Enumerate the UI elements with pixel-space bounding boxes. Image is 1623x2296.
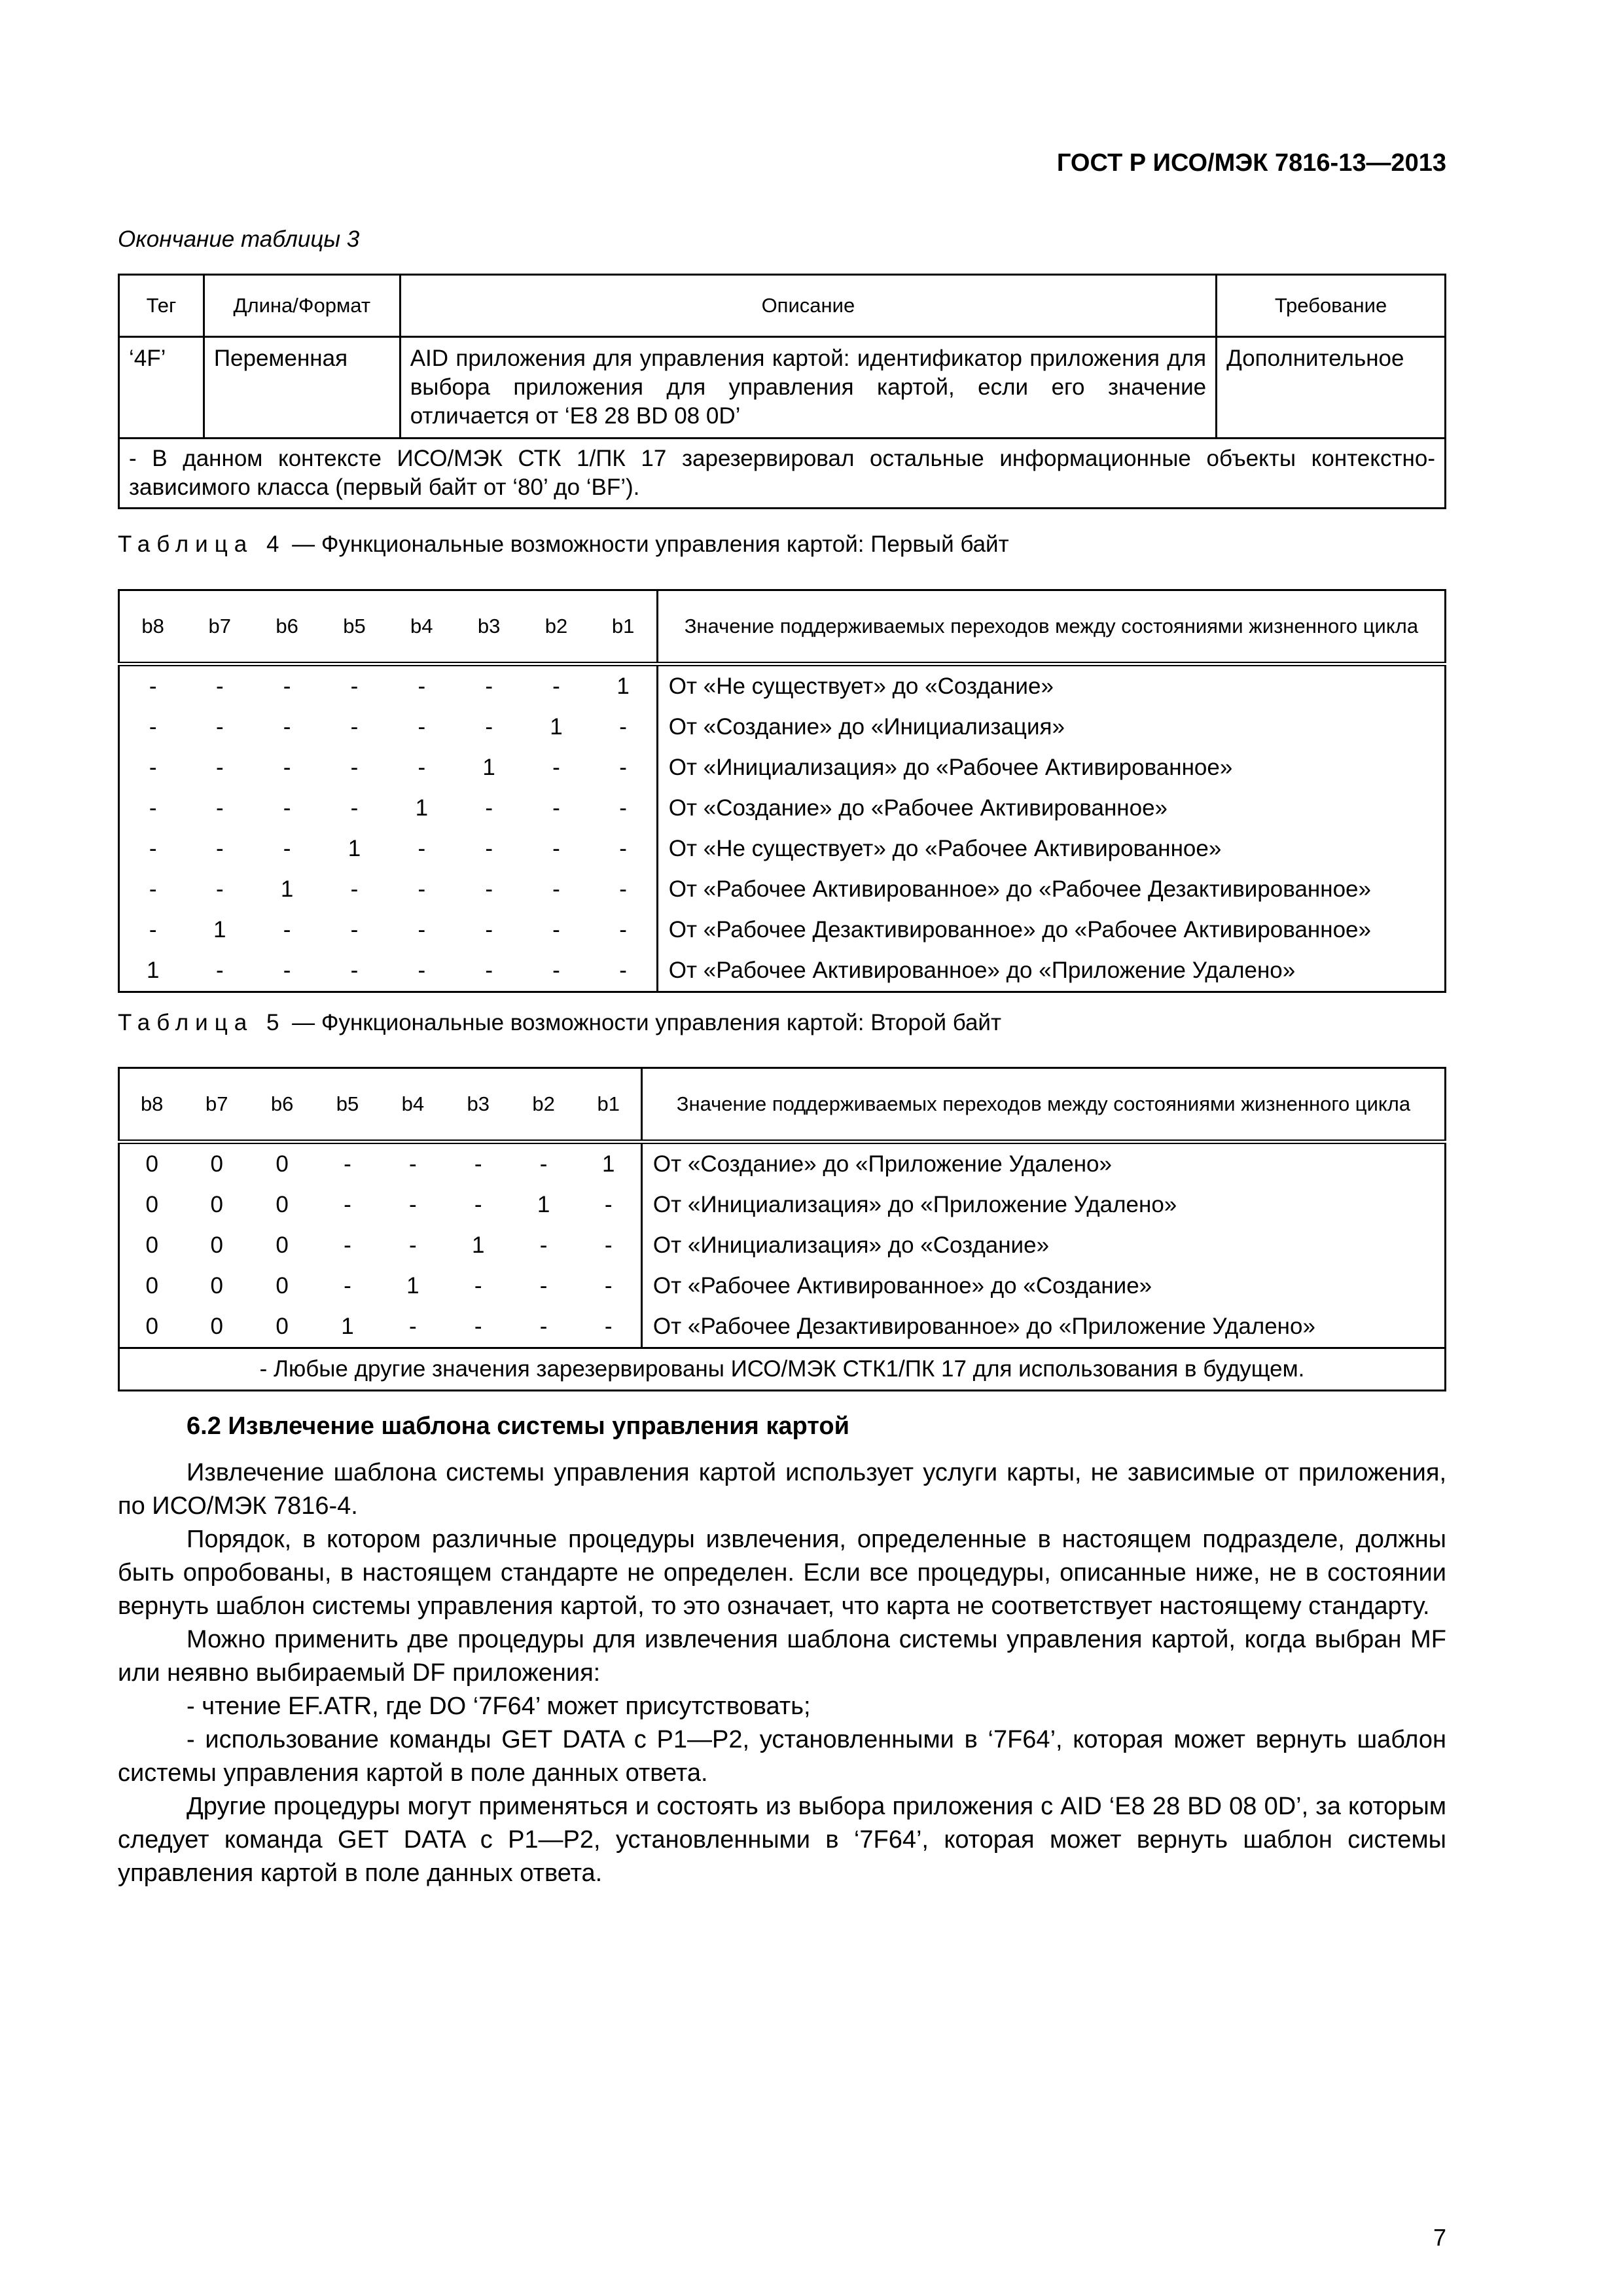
bit-cell: - [350,714,359,740]
bit-cell: - [215,795,224,821]
table-row [119,1306,1446,1348]
table3-header-requirement: Требование [1217,275,1446,337]
bit-cell: - [552,876,560,902]
bit-cell: - [590,950,657,992]
table3-header-description: Описание [400,275,1216,337]
bit-cell: - [283,836,291,861]
bit-cell: 0 [276,1232,289,1258]
bit-cell: - [590,747,657,788]
paragraph: Извлечение шаблона системы управления картой использует услуги карты, не зависимые от приложения, по ИСО/МЭК 7816-4. [118,1459,1446,1520]
bit-cell: - [552,755,560,780]
bit-cell: 0 [210,1232,224,1258]
bit-cell: - [119,910,187,950]
bit-cell: - [590,869,657,910]
bit-cell: - [215,755,224,780]
table5-header-value: Значение поддерживаемых переходов между состояниями жизненного цикла [641,1068,1445,1142]
bit-cell: 0 [119,1225,185,1266]
table-row [119,1185,1446,1225]
table-row [119,664,1446,708]
bit-cell: 0 [249,1306,315,1348]
bit-cell: - [409,1232,417,1258]
section-body [118,1456,1446,1890]
bit-cell: - [539,1273,548,1299]
table-row [119,869,1446,910]
bit-cell: - [350,755,359,780]
table4-caption [118,531,1009,558]
table4-header-b8: b8 [119,590,187,664]
bit-cell: - [577,1266,642,1306]
table3-tag-cell: ‘4F’ [119,337,204,439]
bit-cell: - [523,950,590,992]
table5-header-b7: b7 [184,1068,249,1142]
bit-cell: 0 [184,1306,249,1348]
bit-cell: - [418,917,426,942]
bit-cell: 1 [315,1306,380,1348]
table5-body [119,1142,1446,1348]
bit-cell: 0 [119,1142,185,1185]
bit-cell: 0 [276,1192,289,1217]
bit-cell: - [315,1142,380,1185]
table-row [119,788,1446,829]
bit-cell: - [455,664,523,708]
table-row [119,1266,1446,1306]
table3-description-cell: AID приложения для управления картой: идентификатор приложения для выбора приложения для управления картой, если его значение отличается от ‘E8 28 BD 08 0D’ [400,337,1216,439]
table3-header-tag: Тег [119,275,204,337]
table3-header-length: Длина/Формат [204,275,400,337]
bit-cell: - [186,950,253,992]
table4-header-b3: b3 [455,590,523,664]
bit-cell: - [485,917,493,942]
table5-header-b5: b5 [315,1068,380,1142]
bit-cell: - [350,795,359,821]
table5-caption-text: — Функциональные возможности управления картой: Второй байт [285,1010,1002,1035]
table-row [119,707,1446,747]
bit-cell: - [446,1306,511,1348]
bit-cell: 1 [280,876,294,902]
bit-cell: - [344,1273,351,1299]
bit-cell: - [388,664,455,708]
table4-header-b1: b1 [590,590,657,664]
bit-cell: - [186,664,253,708]
table-row [119,950,1446,992]
transition-cell: От «Рабочее Дезактивированное» до «Приложение Удалено» [641,1306,1445,1348]
bit-cell: - [409,1192,417,1217]
bit-cell: 1 [213,917,226,942]
bit-cell: - [590,788,657,829]
bit-cell: - [119,788,187,829]
transition-cell: От «Инициализация» до «Приложение Удалено» [641,1185,1445,1225]
table3-length-cell: Переменная [204,337,400,439]
bit-cell: - [446,1142,511,1185]
table4-header-b2: b2 [523,590,590,664]
bit-cell: 1 [482,755,495,780]
table5-header-b6: b6 [249,1068,315,1142]
bit-cell: - [511,1142,577,1185]
transition-cell: От «Рабочее Дезактивированное» до «Рабочее Активированное» [657,910,1445,950]
bit-cell: - [119,664,187,708]
table3-header-row [119,275,1446,337]
table4 [118,589,1446,993]
bit-cell: - [590,829,657,869]
table4-caption-text: — Функциональные возможности управления картой: Первый байт [285,531,1009,557]
list-item: - чтение EF.ATR, где DO ‘7F64’ может присутствовать; [187,1693,811,1720]
bit-cell: 1 [537,1192,550,1217]
bit-cell: - [539,1232,548,1258]
bit-cell: 1 [406,1273,419,1299]
table3-note: - В данном контексте ИСО/МЭК СТК 1/ПК 17 зарезервировал остальные информационные объекты контекстно-зависимого класса (первый байт от ‘80’ до ‘BF’). [119,439,1446,509]
bit-cell: - [474,1192,482,1217]
bit-cell: - [215,714,224,740]
bit-cell: 1 [119,950,187,992]
table4-header-b7: b7 [186,590,253,664]
bit-cell: - [590,707,657,747]
table5-header-b8: b8 [119,1068,185,1142]
paragraph: Другие процедуры могут применяться и состоять из выбора приложения с AID ‘E8 28 BD 08 0D’, за которым следует команда GET DATA с P1—P2, установленными в ‘7F64’, которая может вернуть шаблон системы управления картой в поле данных ответа. [118,1793,1446,1887]
bit-cell: - [577,1225,642,1266]
table5-note-row [119,1348,1446,1391]
bit-cell: - [552,836,560,861]
transition-cell: От «Рабочее Активированное» до «Создание» [641,1266,1445,1306]
table5-header-b4: b4 [380,1068,446,1142]
bit-cell: 0 [210,1273,224,1299]
table5 [118,1067,1446,1391]
table4-body [119,664,1446,992]
bit-cell: - [321,950,388,992]
transition-cell: От «Создание» до «Инициализация» [657,707,1445,747]
table4-header-b4: b4 [388,590,455,664]
bit-cell: - [577,1306,642,1348]
transition-cell: От «Инициализация» до «Рабочее Активированное» [657,747,1445,788]
table4-header-b5: b5 [321,590,388,664]
paragraph: Порядок, в котором различные процедуры извлечения, определенные в настоящем подразделе, должны быть опробованы, в настоящем стандарте не определен. Если все процедуры, описанные ниже, не в состоянии вернуть шаблон системы управления картой, то это означает, что карта не соответствует настоящему стандарту. [118,1526,1446,1620]
table5-header-b3: b3 [446,1068,511,1142]
bit-cell: 1 [550,714,563,740]
bit-cell: - [119,829,187,869]
bit-cell: - [350,876,359,902]
section-title: 6.2 Извлечение шаблона системы управления картой [187,1412,849,1440]
transition-cell: От «Не существует» до «Рабочее Активированное» [657,829,1445,869]
bit-cell: 1 [415,795,429,821]
transition-cell: От «Рабочее Активированное» до «Приложение Удалено» [657,950,1445,992]
bit-cell: - [283,714,291,740]
bit-cell: - [577,1185,642,1225]
bit-cell: - [485,836,493,861]
bit-cell: - [215,876,224,902]
bit-cell: - [253,950,321,992]
transition-cell: От «Инициализация» до «Создание» [641,1225,1445,1266]
table4-header-value: Значение поддерживаемых переходов между состояниями жизненного цикла [657,590,1445,664]
bit-cell: - [418,876,426,902]
bit-cell: 0 [119,1266,185,1306]
bit-cell: - [253,664,321,708]
table3-requirement-cell: Дополнительное [1217,337,1446,439]
bit-cell: - [474,1273,482,1299]
table-row [119,1225,1446,1266]
bit-cell: - [283,755,291,780]
bit-cell: - [455,950,523,992]
table3 [118,274,1446,509]
bit-cell: - [119,869,187,910]
bit-cell: - [418,714,426,740]
table5-header-b2: b2 [511,1068,577,1142]
transition-cell: От «Создание» до «Рабочее Активированное» [657,788,1445,829]
list-item: - использование команды GET DATA с P1—P2, установленными в ‘7F64’, которая может вернуть шаблон системы управления картой в поле данных ответа. [118,1726,1446,1787]
table-row [119,747,1446,788]
table5-note: - Любые другие значения зарезервированы ИСО/МЭК СТК1/ПК 17 для использования в будущем. [119,1348,1446,1391]
table-row [119,910,1446,950]
bit-cell: - [388,950,455,992]
table-row [119,829,1446,869]
bit-cell: - [380,1306,446,1348]
table4-caption-label: Таблица 4 [118,531,286,557]
bit-cell: - [119,707,187,747]
bit-cell: - [590,910,657,950]
bit-cell: - [215,836,224,861]
table4-header-row [119,590,1446,664]
transition-cell: От «Рабочее Активированное» до «Рабочее Дезактивированное» [657,869,1445,910]
bit-cell: 0 [184,1142,249,1185]
bit-cell: - [552,917,560,942]
bit-cell: - [485,876,493,902]
transition-cell: От «Не существует» до «Создание» [657,664,1445,708]
table3-caption: Окончание таблицы 3 [118,226,360,252]
table-row [119,1142,1446,1185]
transition-cell: От «Создание» до «Приложение Удалено» [641,1142,1445,1185]
table4-header-b6: b6 [253,590,321,664]
bit-cell: 0 [276,1273,289,1299]
bit-cell: - [511,1306,577,1348]
bit-cell: - [344,1232,351,1258]
bit-cell: - [552,795,560,821]
bit-cell: - [283,795,291,821]
paragraph: Можно применить две процедуры для извлечения шаблона системы управления картой, когда выбран MF или неявно выбираемый DF приложения: [118,1626,1446,1687]
bit-cell: - [523,664,590,708]
page-number: 7 [1433,2224,1446,2251]
bit-cell: - [418,755,426,780]
bit-cell: 0 [119,1185,185,1225]
bit-cell: - [321,664,388,708]
bit-cell: - [485,714,493,740]
bit-cell: 0 [119,1306,185,1348]
bit-cell: 0 [210,1192,224,1217]
bit-cell: - [344,1192,351,1217]
bit-cell: 0 [249,1142,315,1185]
table5-caption [118,1010,1001,1036]
bit-cell: - [485,795,493,821]
table5-header-row [119,1068,1446,1142]
bit-cell: 1 [590,664,657,708]
bit-cell: - [119,747,187,788]
bit-cell: - [350,917,359,942]
bit-cell: 1 [471,1232,485,1258]
bit-cell: 1 [348,836,361,861]
table3-row [119,337,1446,439]
bit-cell: 1 [577,1142,642,1185]
table5-header-b1: b1 [577,1068,642,1142]
bit-cell: - [283,917,291,942]
document-header: ГОСТ Р ИСО/МЭК 7816-13—2013 [1056,149,1446,177]
bit-cell: - [380,1142,446,1185]
table5-caption-label: Таблица 5 [118,1010,286,1035]
table3-note-row [119,439,1446,509]
bit-cell: - [418,836,426,861]
